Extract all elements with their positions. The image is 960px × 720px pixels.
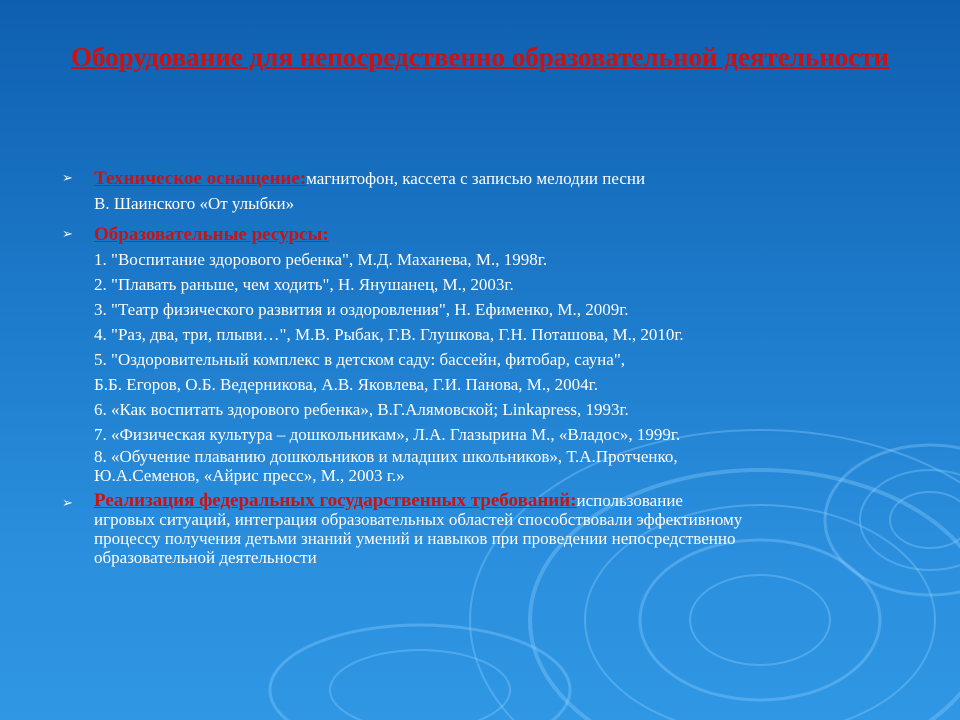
arrow-bullet-icon: ➢	[62, 226, 73, 241]
federal-label: Реализация федеральных государственных требований:	[94, 490, 577, 511]
arrow-bullet-icon: ➢	[62, 170, 73, 185]
resource-item: 3. "Театр физического развития и оздоровления", Н. Ефименко, М., 2009г.	[94, 300, 629, 319]
technical-text: магнитофон, кассета с записью мелодии песни	[306, 169, 646, 188]
resources-label: Образовательные ресурсы:	[94, 224, 329, 245]
resource-item: 6. «Как воспитать здорового ребенка», В.Г.Алямовской; Linkapress, 1993г.	[94, 400, 629, 419]
federal-text-line: процессу получения детьми знаний умений и навыков при проведении непосредственно	[94, 529, 736, 548]
technical-label: Техническое оснащение:	[94, 168, 307, 189]
technical-text-continued: В. Шаинского «От улыбки»	[94, 194, 295, 213]
section-technical	[60, 166, 920, 216]
federal-text-line: игровых ситуаций, интеграция образовательных областей способствовали эффективному	[94, 510, 743, 529]
resource-item: Ю.А.Семенов, «Айрис пресс», М., 2003 г.»	[94, 466, 405, 485]
slide-title: Оборудование для непосредственно образовательной деятельности	[71, 42, 889, 72]
slide-content	[60, 166, 920, 567]
section-federal	[60, 491, 920, 567]
arrow-bullet-icon: ➢	[62, 495, 73, 510]
resource-item: 8. «Обучение плаванию дошкольников и младших школьников», Т.А.Протченко,	[94, 447, 678, 466]
resource-item: 4. "Раз, два, три, плыви…", М.В. Рыбак, Г.В. Глушкова, Г.Н. Поташова, М., 2010г.	[94, 325, 684, 344]
resource-item: 7. «Физическая культура – дошкольникам», Л.А. Глазырина М., «Владос», 1999г.	[94, 425, 681, 444]
federal-text: использование	[576, 491, 683, 510]
resource-item: Б.Б. Егоров, О.Б. Ведерникова, А.В. Яковлева, Г.И. Панова, М., 2004г.	[94, 375, 598, 394]
section-resources	[60, 222, 920, 485]
resource-item: 2. "Плавать раньше, чем ходить", Н. Янушанец, М., 2003г.	[94, 275, 514, 294]
federal-text-line: образовательной деятельности	[94, 548, 317, 567]
resource-item: 1. "Воспитание здорового ребенка", М.Д. Маханева, М., 1998г.	[94, 250, 548, 269]
resource-item: 5. "Оздоровительный комплекс в детском саду: бассейн, фитобар, сауна",	[94, 350, 626, 369]
